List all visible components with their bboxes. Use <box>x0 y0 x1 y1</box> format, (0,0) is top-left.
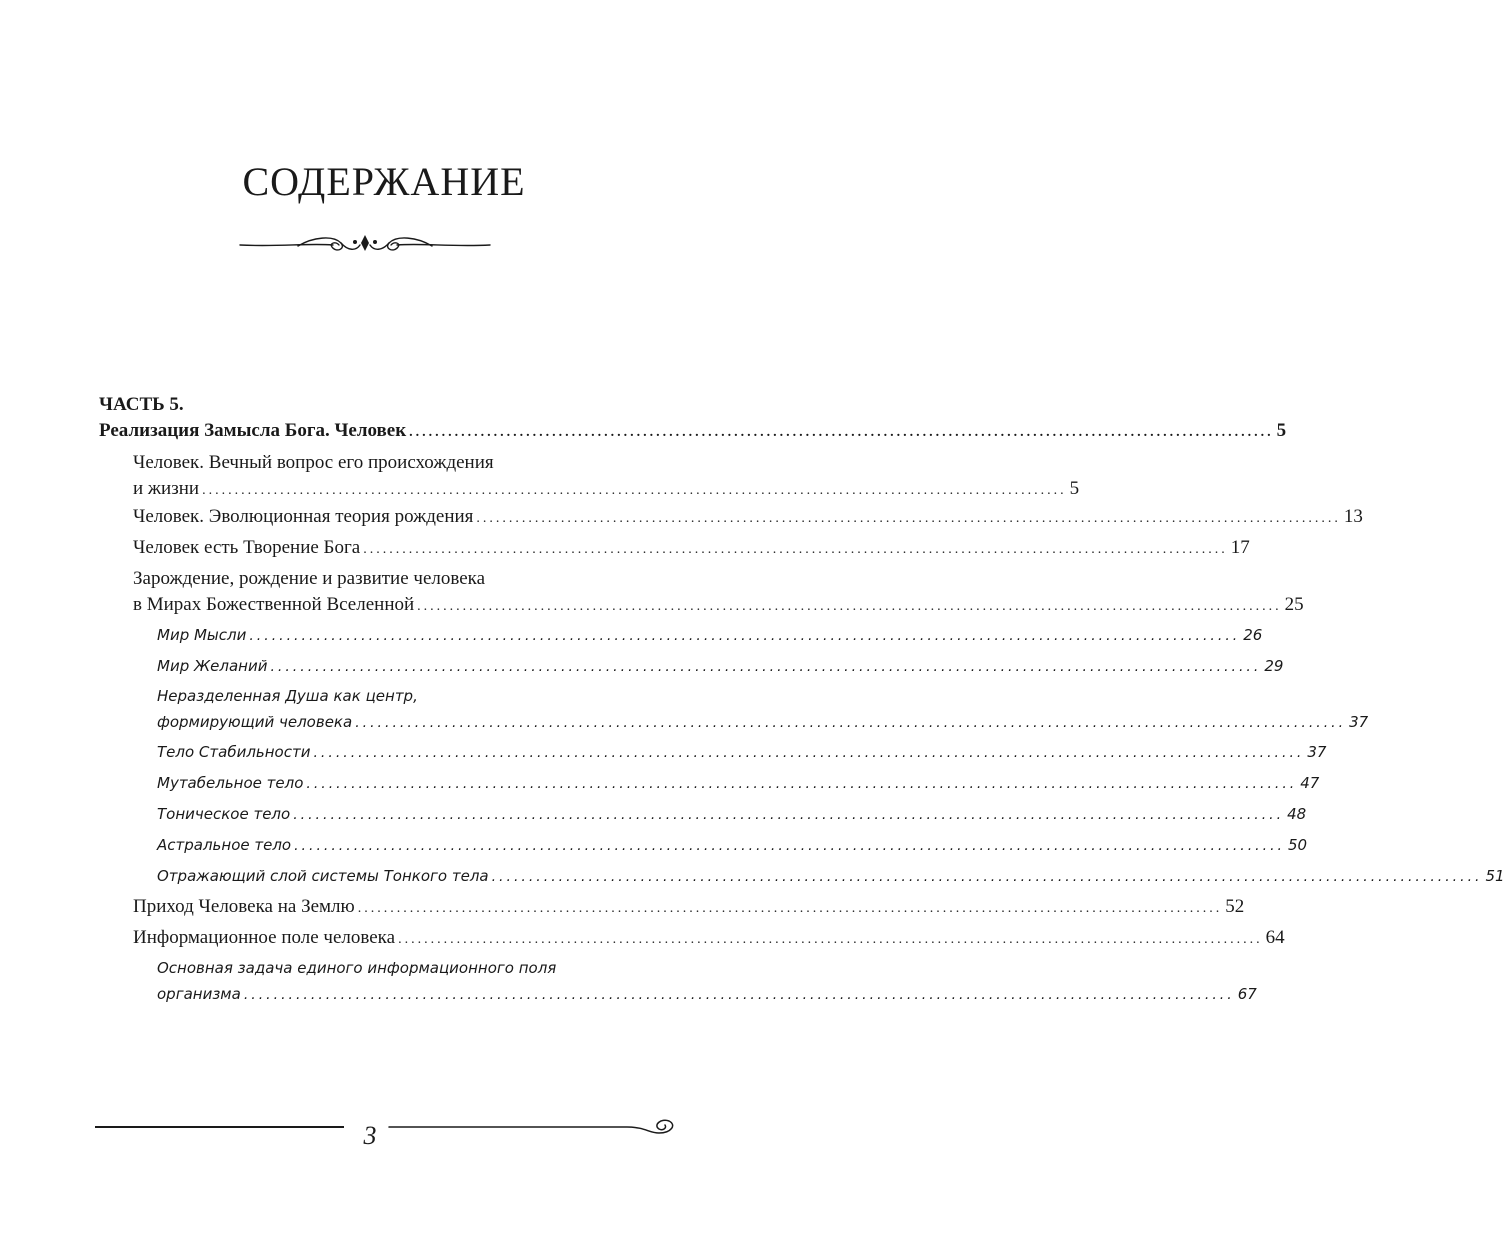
dot-leader: ..................................................................................................................................... <box>270 659 1262 675</box>
page-number: 64 <box>1265 927 1285 948</box>
folio-page-number: 3 <box>363 1121 377 1150</box>
subentry-title: Астральное тело <box>157 836 292 854</box>
subentry-title: Мутабельное тело <box>157 774 304 792</box>
page-number: 25 <box>1284 594 1304 615</box>
toc-subentry[interactable] <box>157 863 1505 890</box>
entry-title: и жизни <box>133 478 200 499</box>
dot-leader: ..................................................................................................................................... <box>306 776 1298 792</box>
subentry-title: Тоническое тело <box>157 805 291 823</box>
entry-title-line1: Человек. Вечный вопрос его происхождения <box>133 452 494 473</box>
page-number: 37 <box>1349 713 1369 731</box>
subentry-title: Мир Желаний <box>157 657 268 675</box>
page-number: 67 <box>1237 985 1257 1003</box>
toc-entry[interactable] <box>133 504 1363 532</box>
page-number: 52 <box>1225 896 1245 917</box>
toc-subentry[interactable] <box>157 955 1257 1008</box>
page-number: 29 <box>1264 657 1284 675</box>
part-title-line[interactable] <box>99 418 1287 446</box>
toc-subentry[interactable] <box>157 739 1327 766</box>
entry-title: Человек. Эволюционная теория рождения <box>133 506 474 527</box>
toc-subentry[interactable] <box>157 770 1320 797</box>
page-number: 26 <box>1243 626 1263 644</box>
subentry-title: Отражающий слой системы Тонкого тела <box>157 867 489 885</box>
toc-subentry[interactable] <box>157 801 1307 828</box>
entry-title: Информационное поле человека <box>133 927 396 948</box>
entry-title-line1: Зарождение, рождение и развитие человека <box>133 568 486 589</box>
dot-leader: ..................................................................................................................................... <box>476 511 1341 526</box>
toc-subentry[interactable] <box>157 832 1308 859</box>
dot-leader: ..................................................................................................................................... <box>357 901 1223 916</box>
toc-subentry[interactable] <box>157 683 1369 736</box>
page-number: 47 <box>1300 774 1320 792</box>
page-number: 5 <box>1276 420 1287 441</box>
footer-flourish-icon <box>387 1115 687 1139</box>
part-title: Реализация Замысла Бога. Человек <box>99 420 407 441</box>
dot-leader: ..................................................................................................................................... <box>249 628 1241 644</box>
page-number: 50 <box>1288 836 1308 854</box>
page-title: СОДЕРЖАНИЕ <box>242 159 526 204</box>
subentry-title: организма <box>157 985 241 1003</box>
subentry-title-line1: Основная задача единого информационного поля <box>157 959 557 977</box>
entry-title: в Мирах Божественной Вселенной <box>133 594 415 615</box>
page-number: 17 <box>1230 537 1250 558</box>
dot-leader: ..................................................................................................................................... <box>491 869 1483 885</box>
page-number: 37 <box>1307 743 1327 761</box>
toc-entry[interactable] <box>133 535 1250 563</box>
toc-entry[interactable] <box>133 925 1285 953</box>
dot-leader: ..................................................................................................................................... <box>398 932 1263 947</box>
toc-subentry[interactable] <box>157 622 1263 649</box>
page-number: 13 <box>1343 506 1363 527</box>
subentry-title: Тело Стабильности <box>157 743 311 761</box>
part-number: ЧАСТЬ 5. <box>99 394 184 415</box>
dot-leader: ..................................................................................................................................... <box>313 745 1305 761</box>
toc-entry[interactable] <box>133 566 1304 620</box>
dot-leader: ..................................................................................................................................... <box>363 542 1228 557</box>
subentry-title: Мир Мысли <box>157 626 247 644</box>
toc-subentry[interactable] <box>157 653 1284 680</box>
page-number: 5 <box>1069 478 1080 499</box>
part-block <box>99 392 1287 446</box>
subentry-title-line1: Неразделенная Душа как центр, <box>157 687 418 705</box>
dot-leader: ..................................................................................................................................... <box>417 599 1282 614</box>
page-number: 48 <box>1287 805 1307 823</box>
title-ornament-icon <box>238 231 492 259</box>
toc-entry[interactable] <box>133 894 1245 922</box>
footer-rule <box>95 1126 344 1128</box>
dot-leader: ..................................................................................................................................... <box>355 715 1347 731</box>
dot-leader: ..................................................................................................................................... <box>409 425 1274 440</box>
dot-leader: ..................................................................................................................................... <box>243 987 1235 1003</box>
page-number: 51 <box>1485 867 1505 885</box>
entry-title: Приход Человека на Землю <box>133 896 355 917</box>
toc-entry[interactable] <box>133 450 1080 504</box>
dot-leader: ..................................................................................................................................... <box>293 807 1285 823</box>
subentry-title: формирующий человека <box>157 713 353 731</box>
dot-leader: ..................................................................................................................................... <box>202 483 1067 498</box>
entry-title: Человек есть Творение Бога <box>133 537 361 558</box>
dot-leader: ..................................................................................................................................... <box>294 838 1285 854</box>
